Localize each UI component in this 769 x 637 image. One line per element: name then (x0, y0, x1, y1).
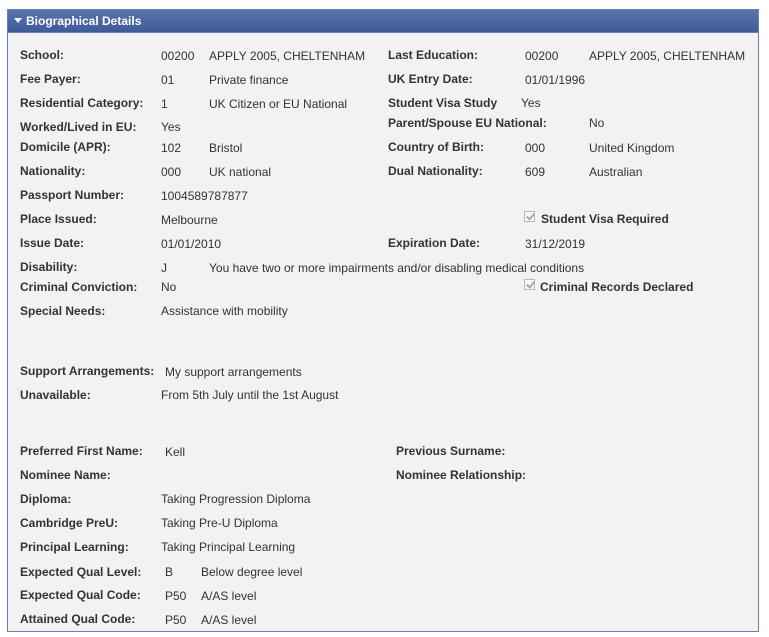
fee-payer-value: Private finance (209, 73, 289, 87)
attained-qual-code-label: Attained Qual Code: (20, 612, 136, 626)
principal-learning-value: Taking Principal Learning (161, 540, 296, 554)
preferred-first-name-value: Kell (165, 445, 186, 459)
worked-lived-eu-label: Worked/Lived in EU: (20, 120, 137, 134)
school-value: APPLY 2005, CHELTENHAM (209, 49, 366, 63)
passport-number-value: 1004589787877 (161, 189, 248, 203)
student-visa-study-value: Yes (521, 96, 541, 110)
fee-payer-label: Fee Payer: (20, 72, 81, 86)
expiration-date-value: 31/12/2019 (525, 237, 586, 251)
expected-qual-code-value: A/AS level (201, 589, 257, 603)
panel-title: Biographical Details (26, 14, 142, 28)
domicile-code: 102 (161, 141, 182, 155)
worked-lived-eu-value: Yes (161, 120, 181, 134)
student-visa-required-label: Student Visa Required (541, 212, 669, 226)
panel-header[interactable] (8, 10, 758, 33)
criminal-records-declared-checkbox[interactable] (524, 279, 535, 290)
domicile-value: Bristol (209, 141, 243, 155)
expected-qual-code-code: P50 (165, 589, 187, 603)
student-visa-study-label: Student Visa Study (388, 96, 498, 110)
country-of-birth-value: United Kingdom (589, 141, 675, 155)
unavailable-label: Unavailable: (20, 388, 91, 402)
last-education-code: 00200 (525, 49, 559, 63)
attained-qual-code-value: A/AS level (201, 613, 257, 627)
cambridge-preu-value: Taking Pre-U Diploma (161, 516, 278, 530)
expected-qual-level-label: Expected Qual Level: (20, 565, 142, 579)
criminal-conviction-label: Criminal Conviction: (20, 280, 138, 294)
student-visa-required-checkbox[interactable] (524, 211, 535, 222)
last-education-label: Last Education: (388, 48, 479, 62)
residential-category-code: 1 (161, 97, 168, 111)
expected-qual-level-code: B (165, 565, 174, 579)
fee-payer-code: 01 (161, 73, 175, 87)
dual-nationality-value: Australian (589, 165, 643, 179)
expected-qual-level-value: Below degree level (201, 565, 303, 579)
cambridge-preu-label: Cambridge PreU: (20, 516, 119, 530)
place-issued-label: Place Issued: (20, 212, 97, 226)
country-of-birth-label: Country of Birth: (388, 140, 484, 154)
unavailable-value: From 5th July until the 1st August (161, 388, 339, 402)
uk-entry-date-value: 01/01/1996 (525, 73, 586, 87)
issue-date-value: 01/01/2010 (161, 237, 222, 251)
disability-code: J (161, 261, 167, 275)
nominee-name-label: Nominee Name: (20, 468, 111, 482)
place-issued-value: Melbourne (161, 213, 218, 227)
diploma-label: Diploma: (20, 492, 72, 506)
nationality-value: UK national (209, 165, 272, 179)
attained-qual-code-code: P50 (165, 613, 187, 627)
uk-entry-date-label: UK Entry Date: (388, 72, 473, 86)
disability-label: Disability: (20, 260, 78, 274)
special-needs-value: Assistance with mobility (161, 304, 288, 318)
dual-nationality-label: Dual Nationality: (388, 164, 483, 178)
expiration-date-label: Expiration Date: (388, 236, 481, 250)
support-arrangements-label: Support Arrangements: (20, 364, 155, 378)
support-arrangements-value: My support arrangements (165, 365, 302, 379)
criminal-conviction-value: No (161, 280, 177, 294)
disability-value: You have two or more impairments and/or disabling medical conditions (209, 261, 585, 275)
issue-date-label: Issue Date: (20, 236, 85, 250)
country-of-birth-code: 000 (525, 141, 546, 155)
residential-category-value: UK Citizen or EU National (209, 97, 348, 111)
school-label: School: (20, 48, 64, 62)
preferred-first-name-label: Preferred First Name: (20, 444, 143, 458)
dual-nationality-code: 609 (525, 165, 546, 179)
nationality-label: Nationality: (20, 164, 86, 178)
expected-qual-code-label: Expected Qual Code: (20, 588, 141, 602)
diploma-value: Taking Progression Diploma (161, 492, 311, 506)
residential-category-label: Residential Category: (20, 96, 144, 110)
special-needs-label: Special Needs: (20, 304, 106, 318)
domicile-label: Domicile (APR): (20, 140, 111, 154)
passport-number-label: Passport Number: (20, 188, 125, 202)
parent-spouse-eu-value: No (589, 116, 605, 130)
parent-spouse-eu-label: Parent/Spouse EU National: (388, 116, 547, 130)
school-code: 00200 (161, 49, 195, 63)
nationality-code: 000 (161, 165, 182, 179)
criminal-records-declared-label: Criminal Records Declared (540, 280, 694, 294)
principal-learning-label: Principal Learning: (20, 540, 129, 554)
collapse-triangle-icon[interactable] (14, 18, 22, 23)
last-education-value: APPLY 2005, CHELTENHAM (589, 49, 746, 63)
nominee-relationship-label: Nominee Relationship: (396, 468, 527, 482)
previous-surname-label: Previous Surname: (396, 444, 506, 458)
